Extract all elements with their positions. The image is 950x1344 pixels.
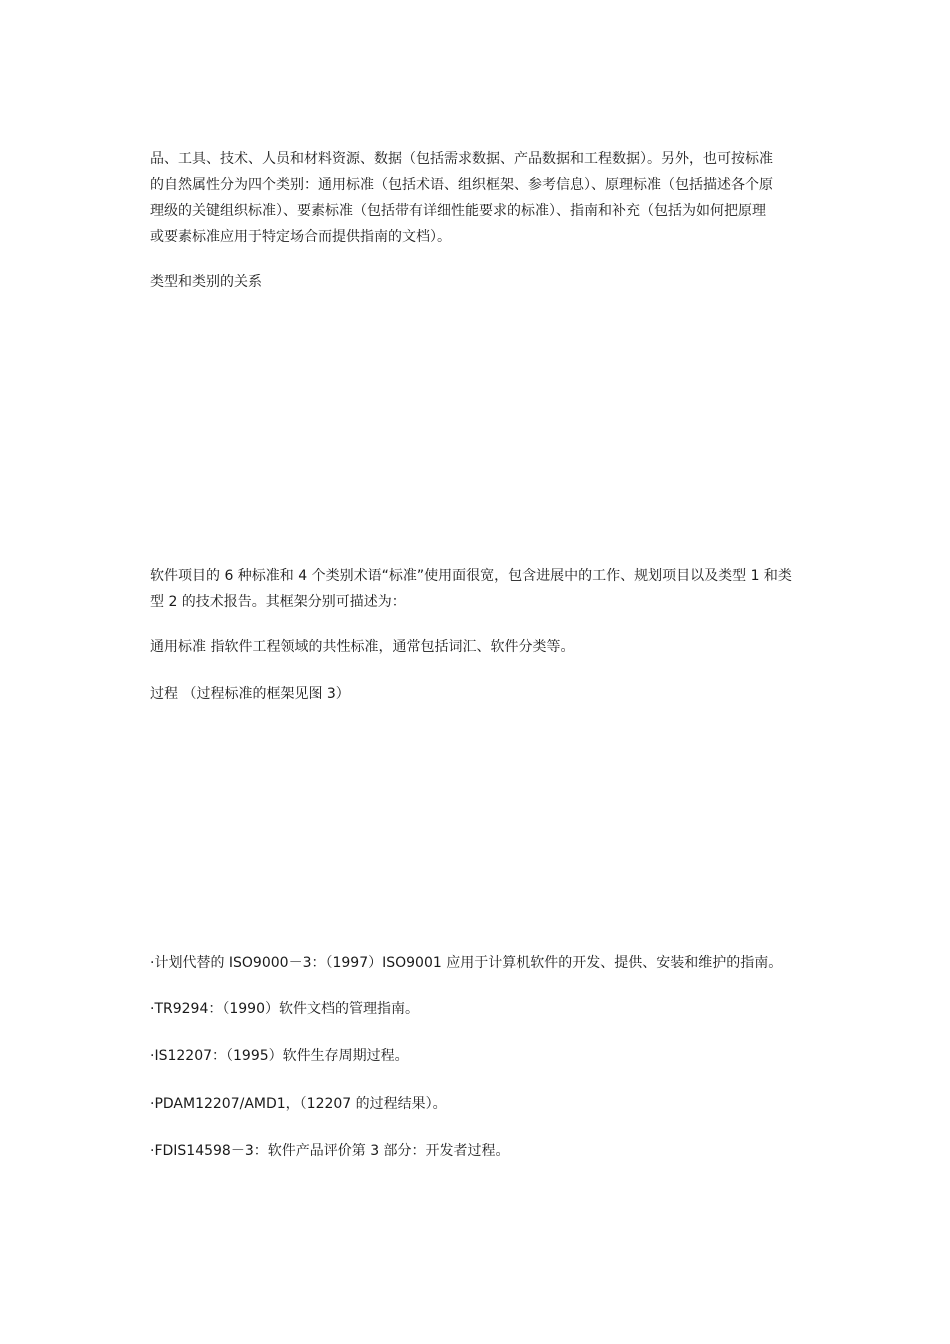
section-heading-relation: 类型和类别的关系: [150, 274, 262, 290]
process-heading: 过程 （过程标准的框架见图 3）: [150, 686, 350, 702]
intro-line: 的自然属性分为四个类别：通用标准（包括术语、组织框架、参考信息）、原理标准（包括描述各个原: [150, 177, 773, 193]
bullet-item: ·PDAM12207/AMD1，（12207 的过程结果）。: [150, 1096, 447, 1112]
framework-intro-line: 软件项目的 6 种标准和 4 个类别术语“标准”使用面很宽，包含进展中的工作、规划项目以及类型 1 和类: [150, 568, 792, 584]
intro-paragraph: [150, 146, 802, 250]
bullet-item: ·计划代替的 ISO9000－3：（1997）ISO9001 应用于计算机软件的开发、提供、安装和维护的指南。: [150, 955, 783, 971]
intro-line: 或要素标准应用于特定场合而提供指南的文档）。: [150, 229, 451, 245]
general-standard-text: 通用标准 指软件工程领域的共性标准，通常包括词汇、软件分类等。: [150, 639, 575, 655]
figure-placeholder-relation: [150, 300, 802, 550]
bullet-item: ·TR9294：（1990）软件文档的管理指南。: [150, 1001, 419, 1017]
bullet-item: ·FDIS14598－3：软件产品评价第 3 部分：开发者过程。: [150, 1143, 510, 1159]
figure-placeholder-process: [150, 712, 802, 942]
bullet-item: ·IS12207：（1995）软件生存周期过程。: [150, 1048, 409, 1064]
framework-intro-paragraph: [150, 563, 802, 615]
intro-line: 品、工具、技术、人员和材料资源、数据（包括需求数据、产品数据和工程数据）。另外，也可按标准: [150, 151, 773, 167]
framework-intro-line: 型 2 的技术报告。其框架分别可描述为：: [150, 594, 406, 610]
intro-line: 理级的关键组织标准）、要素标准（包括带有详细性能要求的标准）、指南和补充（包括为如何把原理: [150, 203, 766, 219]
